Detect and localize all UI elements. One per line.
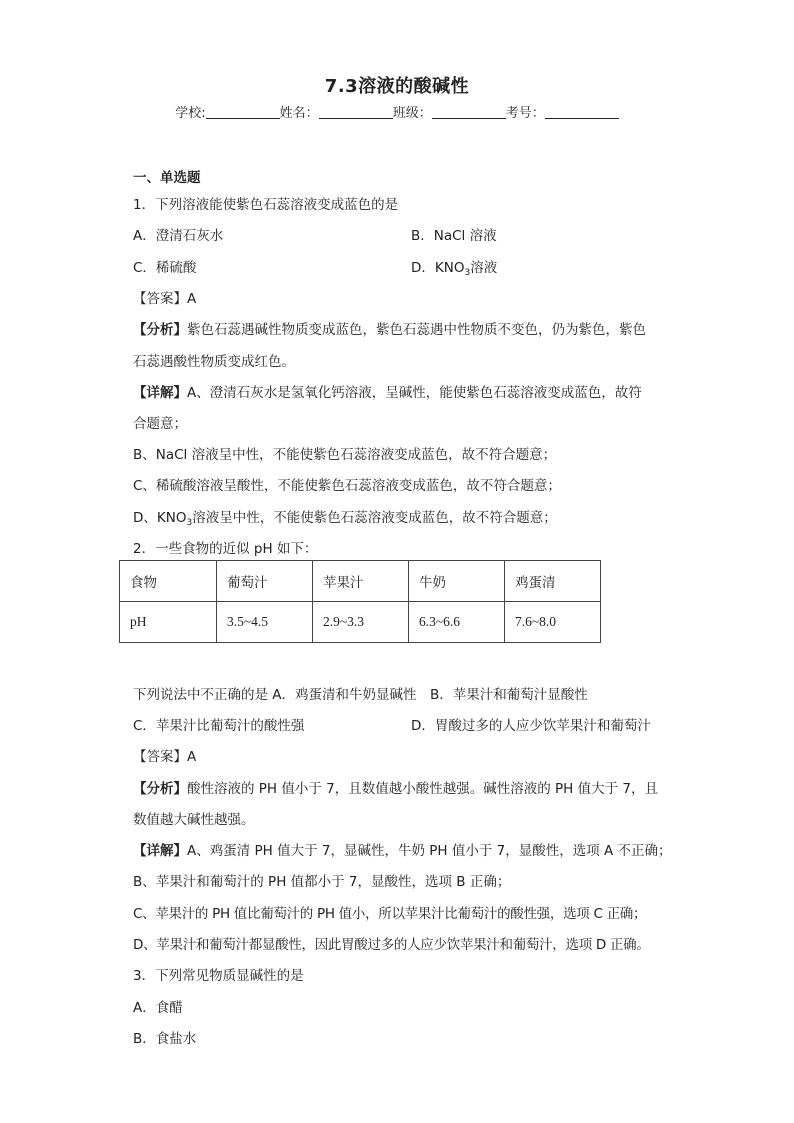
q1-answer: 【答案】A: [133, 291, 197, 307]
student-info-line: [0, 102, 794, 121]
q1-detail-tag: 【详解】: [133, 385, 187, 401]
table-cell: 牛奶: [409, 561, 505, 602]
q1-stem: 1．下列溶液能使紫色石蕊溶液变成蓝色的是: [133, 197, 399, 213]
class-label: 班级：: [392, 106, 432, 121]
table-cell: 鸡蛋清: [505, 561, 601, 602]
q2-analysis-line-1: [133, 777, 658, 797]
q1-detail-d: [133, 506, 557, 528]
q2-detail-line-1: [133, 839, 672, 859]
q2-stem: 2．一些食物的近似 pH 如下：: [133, 541, 318, 557]
table-cell: 苹果汁: [313, 561, 409, 602]
q2-detail-text-1: A、鸡蛋清 PH 值大于 7，显碱性，牛奶 PH 值小于 7，显酸性，选项 A 不正确；: [187, 843, 672, 859]
section-heading: 一、单选题: [133, 170, 201, 186]
q1-analysis-line-2: 石蕊遇酸性物质变成红色。: [133, 354, 295, 370]
q1-analysis-tag: 【分析】: [133, 322, 187, 338]
table-cell: 3.5~4.5: [217, 602, 313, 643]
q1-detail-line-1: [133, 381, 642, 401]
q1-detail-text-1: A、澄清石灰水是氢氧化钙溶液，呈碱性，能使紫色石蕊溶液变成蓝色，故符: [187, 385, 642, 401]
q2-detail-line-2: B、苹果汁和葡萄汁的 PH 值都小于 7，显酸性，选项 B 正确；: [133, 874, 511, 890]
table-row-header: [120, 561, 601, 602]
table-cell: 6.3~6.6: [409, 602, 505, 643]
q2-detail-line-3: C、苹果汁的 PH 值比葡萄汁的 PH 值小，所以苹果汁比葡萄汁的酸性强，选项 C 正确；: [133, 906, 647, 922]
q1-option-a: A．澄清石灰水: [133, 228, 224, 244]
q1-detail-d-pre: D、KNO: [133, 510, 187, 526]
table-cell: pH: [120, 602, 217, 643]
q1-option-b: B．NaCl 溶液: [411, 228, 497, 244]
q1-detail-c: C、稀硫酸溶液呈酸性，不能使紫色石蕊溶液变成蓝色，故不符合题意；: [133, 478, 561, 494]
q1-detail-line-2: 合题意；: [133, 416, 187, 432]
q1-option-d-pre: D．KNO: [411, 260, 465, 276]
class-blank[interactable]: [432, 105, 506, 119]
q3-stem: 3．下列常见物质显碱性的是: [133, 968, 304, 984]
q2-option-c: C．苹果汁比葡萄汁的酸性强: [133, 718, 305, 734]
name-label: 姓名：: [279, 106, 319, 121]
q2-analysis-line-2: 数值越大碱性越强。: [133, 812, 255, 828]
q3-option-b: B．食盐水: [133, 1031, 197, 1047]
q3-option-a: A．食醋: [133, 1000, 183, 1016]
table-row-ph: [120, 602, 601, 643]
q1-option-d-sub: 3: [464, 268, 471, 278]
school-blank[interactable]: [206, 105, 280, 119]
q1-detail-b: B、NaCl 溶液呈中性，不能使紫色石蕊溶液变成蓝色，故不符合题意；: [133, 447, 557, 463]
school-label: 学校:: [175, 106, 206, 121]
q2-analysis-text-1: 酸性溶液的 PH 值小于 7，且数值越小酸性越强。碱性溶液的 PH 值大于 7，且: [187, 781, 659, 797]
q1-analysis-text-1: 紫色石蕊遇碱性物质变成蓝色，紫色石蕊遇中性物质不变色，仍为紫色，紫色: [187, 322, 646, 338]
q1-detail-d-sub: 3: [186, 518, 193, 528]
table-cell: 2.9~3.3: [313, 602, 409, 643]
q2-answer: 【答案】A: [133, 749, 197, 765]
number-label: 考号：: [505, 106, 545, 121]
table-cell: 食物: [120, 561, 217, 602]
q1-detail-d-post: 溶液呈中性，不能使紫色石蕊溶液变成蓝色，故不符合题意；: [192, 510, 557, 526]
table-cell: 葡萄汁: [217, 561, 313, 602]
q1-analysis-line-1: [133, 318, 646, 338]
name-blank[interactable]: [319, 105, 393, 119]
q1-option-d-post: 溶液: [470, 260, 498, 276]
q2-option-d: D．胃酸过多的人应少饮苹果汁和葡萄汁: [411, 718, 651, 734]
table-cell: 7.6~8.0: [505, 602, 601, 643]
q2-statement: 下列说法中不正确的是 A．鸡蛋清和牛奶显碱性 B．苹果汁和葡萄汁显酸性: [133, 687, 588, 703]
q2-analysis-tag: 【分析】: [133, 781, 187, 797]
ph-table: [119, 560, 601, 643]
q2-detail-line-4: D、苹果汁和葡萄汁都显酸性，因此胃酸过多的人应少饮苹果汁和葡萄汁，选项 D 正确。: [133, 937, 650, 953]
q1-option-c: C．稀硫酸: [133, 260, 197, 276]
q2-detail-tag: 【详解】: [133, 843, 187, 859]
number-blank[interactable]: [545, 105, 619, 119]
page-title: 7.3溶液的酸碱性: [324, 76, 470, 97]
q1-option-d: [411, 256, 497, 278]
